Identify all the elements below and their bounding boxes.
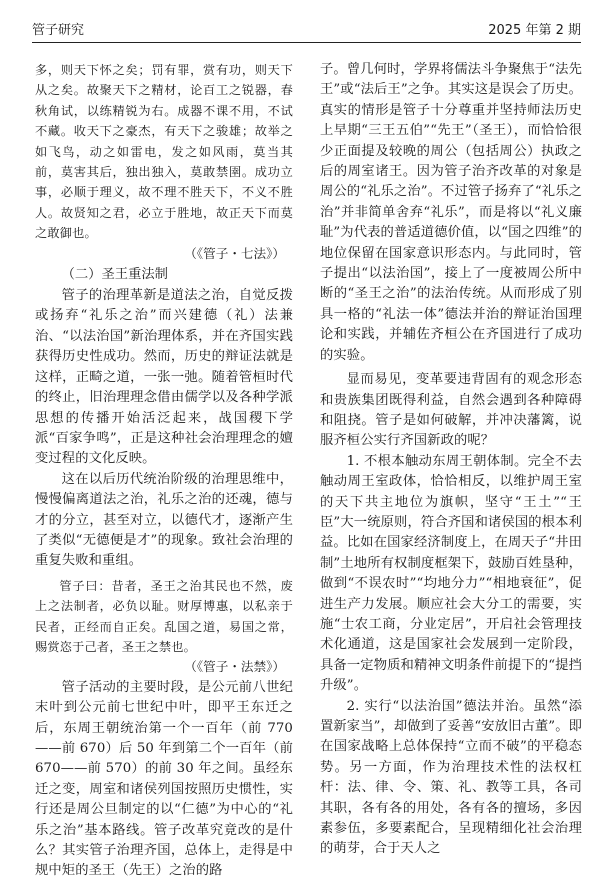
quote-qifa: 多，则天下怀之矣；罚有罪，赏有功，则天下从之矣。故聚天下之精材，论百工之锐器，春秋角试，以练精锐为右。成器不课不用，不试不藏。收天下之豪杰，有天下之骏雄；故举之如飞鸟，动之如雷电，发之如风雨，莫当其前，莫害其后，独出独入，莫敢禁圉。成功立事，必顺于理义，故不理不胜天下，不义不胜人。故贤知之君，必立于胜地，故正天下而莫之敢御也。 bbox=[35, 63, 293, 241]
quote-fajin: 管子曰：昔者，圣王之治其民也不然，废上之法制者，必负以耻。财厚博惠，以私亲于民者，正经而自正矣。乱国之道，易国之常，赐赏恣于己者，圣王之禁也。 bbox=[35, 578, 293, 654]
header-rule bbox=[32, 42, 581, 43]
quote-source-fajin: （《管子・法禁》） bbox=[184, 659, 285, 675]
paragraph: 管子活动的主要时段，是公元前八世纪末叶到公元前七世纪中叶，即平王东迁之后，东周王朝统治第一个一百年（前 770——前 670）后 50 年到第二个一百年（前 670——前 570）的前 30 年之间。虽经东迁之变，周室和诸侯列国按照历史惯性，实行还是周公旦制定的以“仁德”为中心的“礼乐之治”基本路线。管子改革究竟改的是什么？其实管子治理齐国，总体上，走得是中规中矩的圣王（先王）之治的路 bbox=[35, 679, 293, 879]
left-column bbox=[35, 60, 293, 879]
journal-title: 管子研究 bbox=[32, 23, 85, 38]
issue-label: 2025 年第 2 期 bbox=[488, 23, 581, 38]
paragraph: 2. 实行“以法治国”德法并治。虽然“添置新家当”，却做到了妥善“安放旧古董”。即在国家战略上总体保持“立而不破”的平稳态势。另一方面，作为治理技术性的法权杠杆：法、律、令、策、礼、教等工具，各司其职，各有各的用处，各有各的擅场，多因素参伍，多要素配合，呈现精细化社会治理的萌芽，合于天人之 bbox=[320, 698, 582, 857]
paragraph: 管子的治理革新是道法之治，自觉反拨或扬弃“礼乐之治”而兴建德（礼）法兼治、“以法治国”新治理体系，并在齐国实践获得历史性成功。然而，历史的辩证法就是这样，正畸之道，一张一弛。随着管桓时代的终止，旧治理理念借由儒学以及各种学派思想的传播开始活泛起来，战国稷下学派“百家争鸣”，正是这种社会治理理念的嬗变过程的文化反映。 bbox=[35, 288, 293, 467]
right-column bbox=[320, 60, 582, 857]
paragraph: 子。曾几何时，学界将儒法斗争聚焦于“法先王”或“法后王”之争。其实这是误会了历史。真实的情形是管子十分尊重并坚持师法历史上早期“三王五伯”“先王”（圣王），而恰恰很少正面提及较晚的周公（包括周公）执政之后的周室诸王。因为管子治齐改革的对象是周公的“礼乐之治”。不过管子扬弃了“礼乐之治”并非简单舍弃“礼乐”，而是将以“礼义廉耻”为代表的普适道德价值，以“国之四维”的地位保留在国家意识形态内。与此同时，管子提出“以法治国”，接上了一度被周公所中断的“圣王之治”的法治传统。从而形成了别具一格的“礼法一体”德法并治的辩证治国理论和实践，并辅佐齐桓公在齐国进行了成功的实验。 bbox=[320, 62, 582, 363]
paragraph: 这在以后历代统治阶级的治理思维中，慢慢偏离道法之治，礼乐之治的还魂，德与才的分立，甚至对立，以德代才，逐渐产生了类似“无德便是才”的现象。致社会治理的重复失败和重组。 bbox=[35, 471, 293, 569]
paragraph: 1. 不根本触动东周王朝体制。完全不去触动周王室政体，恰恰相反，以维护周王室的天下共主地位为旗帜，坚守“王土”“王臣”大一统原则，符合齐国和诸侯国的根本利益。比如在国家经济制度上，在周天子“井田制”土地所有权制度框架下，鼓励百姓垦种，做到“不误农时”“均地分力”“相地衰征”，促进生产力发展。顺应社会大分工的需要，实施“士农工商，分业定居”，开启社会管理技术化通道，这是国家社会发展到一定阶段，具备一定物质和精神文明条件前提下的“提挡升级”。 bbox=[320, 453, 582, 694]
running-header bbox=[32, 16, 581, 38]
quote-source-qifa: （《管子・七法》） bbox=[184, 245, 285, 261]
paragraph: 显而易见，变革要违背固有的观念形态和贵族集团既得利益，自然会遇到各种障碍和阻挠。管子是如何破解，并冲决藩篱，说服齐桓公实行齐国新政的呢？ bbox=[320, 372, 582, 449]
section-subheading: （二）圣王重法制 bbox=[61, 267, 168, 283]
